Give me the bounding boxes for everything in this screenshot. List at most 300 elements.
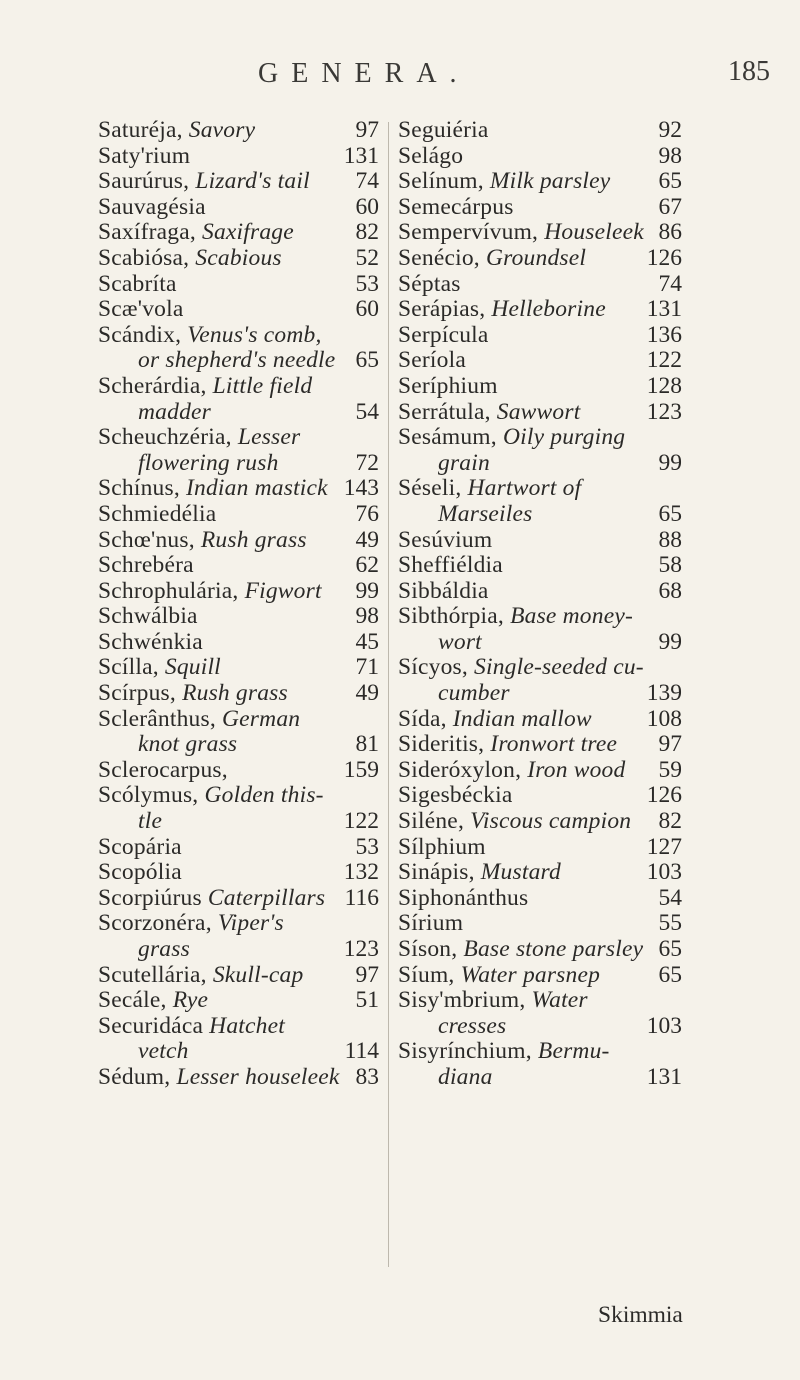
page-reference: 122 [343,808,379,835]
page-reference: 128 [646,372,682,399]
page-reference: 49 [355,680,379,707]
common-name: Rush grass [200,526,307,553]
common-name: Water parsnep [460,961,601,988]
genus-name: Saty'rium [98,142,191,169]
page-reference: 51 [355,987,379,1014]
common-name: Lesser [237,424,301,451]
genus-name: Scopólia [98,859,182,886]
entry-text [98,1038,189,1064]
common-name: Ironwort tree [490,731,618,758]
index-entry [398,144,682,170]
genus-name: Scheuchzéria, [98,424,232,451]
index-entry [98,783,379,809]
genus-name: Sauvagésia [98,193,206,220]
index-entry [98,246,379,272]
index-entry [98,502,379,528]
entry-text [398,834,486,860]
index-entry [398,937,682,963]
page-reference: 139 [646,680,682,707]
common-name: Base stone parsley [463,936,644,962]
entry-text [398,629,482,655]
genus-name: Seríphium [398,372,498,399]
common-name: Single-seeded cu- [474,654,644,681]
common-name: Skull-cap [212,961,304,988]
index-entry [98,272,379,298]
page-reference: 62 [355,552,379,579]
entry-text [98,347,335,373]
index-entry [398,323,682,349]
index-entry [398,681,682,707]
genus-name: Scæ'vola [98,296,184,323]
index-entry [398,502,682,528]
genus-name: Sibthórpia, [398,603,504,630]
index-entry [98,400,379,426]
page-reference: 60 [355,296,379,323]
common-name: Little field [212,372,313,399]
index-entry [398,579,682,605]
index-entry [98,348,379,374]
genus-name: Semecárpus [398,193,514,220]
index-entry [398,707,682,733]
genus-name: Scílla, [98,654,159,681]
index-entry [398,451,682,477]
page-reference: 98 [658,142,682,169]
index-entry [398,758,682,784]
page-reference: 97 [658,731,682,758]
entry-text [98,910,284,936]
entry-text [398,501,532,527]
entry-text [98,399,211,425]
common-name: Rush grass [182,680,288,707]
page-reference: 52 [355,244,379,271]
page-reference: 131 [343,142,379,169]
common-name: Figwort [244,577,322,604]
index-entry [98,988,379,1014]
index-entry [398,425,682,451]
entry-text [398,936,643,962]
common-name: Caterpillars [207,884,326,911]
page-reference: 127 [646,833,682,860]
page-reference: 65 [658,961,682,988]
index-entry [98,963,379,989]
common-name: knot grass [138,731,238,758]
entry-text [398,885,528,911]
entry-text [98,322,322,348]
index-entry [98,681,379,707]
entry-text [398,527,492,553]
entry-text [98,117,255,143]
genus-name: Siphonánthus [398,884,529,911]
index-entry [398,630,682,656]
genus-name: Schrophulária, [98,577,239,604]
entry-text [398,194,514,220]
page-reference: 123 [343,936,379,962]
common-name: Helleborine [491,296,606,323]
entry-text [98,654,221,680]
genus-name: Scírpus, [98,680,176,707]
entry-text [98,1013,285,1039]
index-entry [398,220,682,246]
common-name: Lizard's tail [195,168,310,195]
genus-name: Scopária [98,833,182,860]
page-reference: 98 [355,603,379,630]
page-reference: 86 [658,219,682,246]
genus-name: Schrebéra [98,552,194,579]
index-entry [98,528,379,554]
genus-name: Saurúrus, [98,168,190,195]
genus-name: Scorpiúrus [98,884,202,911]
index-entry [398,1065,682,1091]
entry-text [98,501,216,527]
page-reference: 68 [658,577,682,604]
common-name: Hartwort of [467,475,582,502]
entry-text [98,450,279,476]
index-entry [398,169,682,195]
page-reference: 72 [355,449,379,476]
entry-text [398,424,625,450]
genus-name: Senécio, [398,244,480,271]
entry-text [98,962,303,988]
common-name: Squill [164,654,221,681]
index-entry [398,348,682,374]
entry-text [398,1013,506,1039]
genus-name: Sideritis, [398,731,485,758]
genus-name: Sclerânthus, [98,705,216,732]
index-entry [98,707,379,733]
common-name: cumber [438,680,510,707]
genus-name: Sída, [398,705,447,732]
entry-text [398,373,498,399]
page-reference: 74 [658,270,682,297]
entry-text [398,603,633,629]
common-name: tle [138,808,163,835]
index-entry [98,144,379,170]
page-reference: 65 [658,168,682,195]
index-entry [398,988,682,1014]
entry-text [98,143,190,169]
common-name: flowering rush [138,449,279,476]
entry-text [398,143,463,169]
genus-name: Seríola [398,347,466,374]
index-entry [398,604,682,630]
entry-text [398,347,466,373]
entry-text [398,808,631,834]
common-name: or shepherd's needle [138,347,336,374]
common-name: Marseiles [438,500,533,527]
page-reference: 67 [658,193,682,220]
entry-text [98,782,324,808]
index-entry [398,528,682,554]
common-name: Milk parsley [489,168,611,195]
genus-name: Sclerocarpus, [98,756,228,783]
genus-name: Séseli, [398,475,462,502]
index-entry [98,758,379,784]
index-entry [98,604,379,630]
entry-text [98,1064,340,1090]
index-entry [98,655,379,681]
entry-text [398,117,489,143]
entry-text [398,296,606,322]
genus-name: Sisyrínchium, [398,1038,532,1065]
page-reference: 53 [355,270,379,297]
index-entry [398,195,682,221]
entry-text [398,910,463,936]
index-entry [398,297,682,323]
genus-name: Seguiéria [398,117,489,143]
index-entry [98,374,379,400]
entry-text [98,578,322,604]
genus-name: Sícyos, [398,654,468,681]
page-reference: 99 [658,628,682,655]
page-reference: 131 [646,1063,682,1090]
entry-text [398,219,644,245]
index-entry [398,272,682,298]
entry-text [398,578,489,604]
page-reference: 59 [658,756,682,783]
page-reference: 81 [355,731,379,758]
index-entry [98,1039,379,1065]
index-entry [98,553,379,579]
index-entry [98,451,379,477]
entry-text [398,271,461,297]
common-name: Base money- [510,603,633,630]
page-reference: 71 [355,654,379,681]
page-reference: 65 [355,347,379,374]
entry-text [398,399,580,425]
common-name: Golden this- [204,782,324,809]
genus-name: Selágo [398,142,464,169]
index-entry [398,246,682,272]
index-entry [98,630,379,656]
page-reference: 82 [355,219,379,246]
index-entry [398,911,682,937]
page-reference: 65 [658,936,682,962]
common-name: grain [438,449,490,476]
entry-text [398,680,510,706]
entry-text [398,1038,610,1064]
index-entry [398,783,682,809]
index-entry [98,860,379,886]
catchword: Skimmia [598,1302,683,1328]
common-name: Scabious [195,244,282,271]
entry-text [98,757,228,783]
common-name: Saxifrage [202,219,294,246]
page-reference: 136 [646,321,682,348]
entry-text [398,245,586,271]
entry-text [398,757,625,783]
entry-text [398,987,588,1013]
index-entry [398,1014,682,1040]
genus-name: Síson, [398,936,458,962]
page-reference: 97 [355,961,379,988]
entry-text [398,1064,493,1090]
genus-name: Serpícula [398,321,489,348]
genus-name: Sesámum, [398,424,497,451]
genus-name: Sinápis, [398,859,475,886]
index-entry [398,963,682,989]
common-name: madder [138,398,211,425]
index-entry [398,732,682,758]
running-title: GENERA. [258,58,470,89]
common-name: vetch [138,1038,189,1065]
page-reference: 126 [646,244,682,271]
common-name: Hatchet [209,1012,285,1039]
entry-text [398,654,644,680]
page-reference: 126 [646,782,682,809]
genus-name: Scherárdia, [98,372,207,399]
page-reference: 131 [646,296,682,323]
genus-name: Sempervívum, [398,219,539,246]
genus-name: Selínum, [398,168,484,195]
index-entry [98,476,379,502]
genus-name: Scólymus, [98,782,199,809]
page-reference: 76 [355,500,379,527]
page-reference: 54 [658,884,682,911]
genus-name: Séptas [398,270,461,297]
page-reference: 49 [355,526,379,553]
page-reference: 82 [658,808,682,835]
genus-name: Scorzonéra, [98,910,212,937]
genus-name: Scabiósa, [98,244,190,271]
index-entry [98,118,379,144]
genus-name: Schwénkia [98,628,203,655]
genus-name: Sideróxylon, [398,756,522,783]
entry-text [98,424,300,450]
entry-text [398,731,617,757]
genus-name: Sheffiéldia [398,552,503,579]
entry-text [98,296,183,322]
index-entry [98,220,379,246]
entry-text [98,834,182,860]
common-name: Water [531,987,588,1014]
page-reference: 55 [658,910,682,937]
index-entry [98,732,379,758]
entry-text [98,194,206,220]
genus-name: Schmiedélia [98,500,217,527]
page-reference: 53 [355,833,379,860]
entry-text [98,987,208,1013]
genus-name: Secále, [98,987,167,1014]
entry-text [98,629,203,655]
genus-name: Securidáca [98,1012,204,1039]
page-reference: 143 [343,475,379,502]
entry-text [98,219,294,245]
common-name: Groundsel [485,244,587,271]
genus-name: Scabríta [98,270,177,297]
index-entry [398,118,682,144]
index-entry [98,195,379,221]
common-name: cresses [438,1012,507,1039]
entry-text [98,475,328,501]
page-reference: 123 [646,398,682,425]
common-name: Viscous campion [470,808,632,835]
page-reference: 97 [355,117,379,143]
right-index-column [398,118,682,1091]
index-entry [98,169,379,195]
page-reference: 74 [355,168,379,195]
genus-name: Serápias, [398,296,486,323]
entry-text [98,245,282,271]
page-reference: 99 [658,449,682,476]
page-reference: 65 [658,500,682,527]
entry-text [398,859,561,885]
page-reference: 45 [355,628,379,655]
index-entry [398,655,682,681]
entry-text [398,450,490,476]
index-entry [398,553,682,579]
entry-text [98,731,237,757]
page-number: 185 [728,56,770,87]
common-name: wort [438,628,482,655]
entry-text [98,706,300,732]
entry-text [98,373,312,399]
entry-text [398,706,592,732]
common-name: Bermu- [537,1038,610,1065]
index-entry [398,400,682,426]
page-reference: 116 [344,884,379,911]
genus-name: Serrátula, [398,398,491,425]
common-name: Indian mallow [452,705,592,732]
page-reference: 103 [646,859,682,886]
entry-text [398,782,512,808]
column-divider [388,122,389,1267]
index-entry [98,937,379,963]
common-name: Rye [172,987,209,1014]
genus-name: Sírium [398,910,464,937]
genus-name: Schœ'nus, [98,526,195,553]
index-entry [398,809,682,835]
common-name: Iron wood [527,756,626,783]
index-entry [98,579,379,605]
genus-name: Saturéja, [98,117,183,143]
common-name: Oily purging [502,424,626,451]
index-entry [398,886,682,912]
page-reference: 132 [343,859,379,886]
page-reference: 114 [344,1038,379,1065]
common-name: Viper's [217,910,284,937]
entry-text [98,936,190,962]
entry-text [398,475,581,501]
index-entry [98,1014,379,1040]
entry-text [98,808,162,834]
entry-text [398,322,489,348]
index-entry [98,809,379,835]
index-entry [98,323,379,349]
entry-text [398,552,503,578]
index-entry [98,297,379,323]
genus-name: Sesúvium [398,526,493,553]
page-reference: 88 [658,526,682,553]
entry-text [398,168,610,194]
page-reference: 92 [658,117,682,143]
entry-text [98,603,198,629]
left-index-column [98,118,379,1091]
page-reference: 99 [355,577,379,604]
entry-text [98,859,182,885]
genus-name: Síum, [398,961,455,988]
entry-text [98,885,325,911]
page-reference: 108 [646,705,682,732]
genus-name: Sibbáldia [398,577,489,604]
entry-text [98,680,288,706]
index-entry [98,886,379,912]
page-reference: 103 [646,1012,682,1039]
genus-name: Sílphium [398,833,486,860]
index-entry [398,1039,682,1065]
genus-name: Schínus, [98,475,180,502]
page-reference: 122 [646,347,682,374]
entry-text [98,527,307,553]
